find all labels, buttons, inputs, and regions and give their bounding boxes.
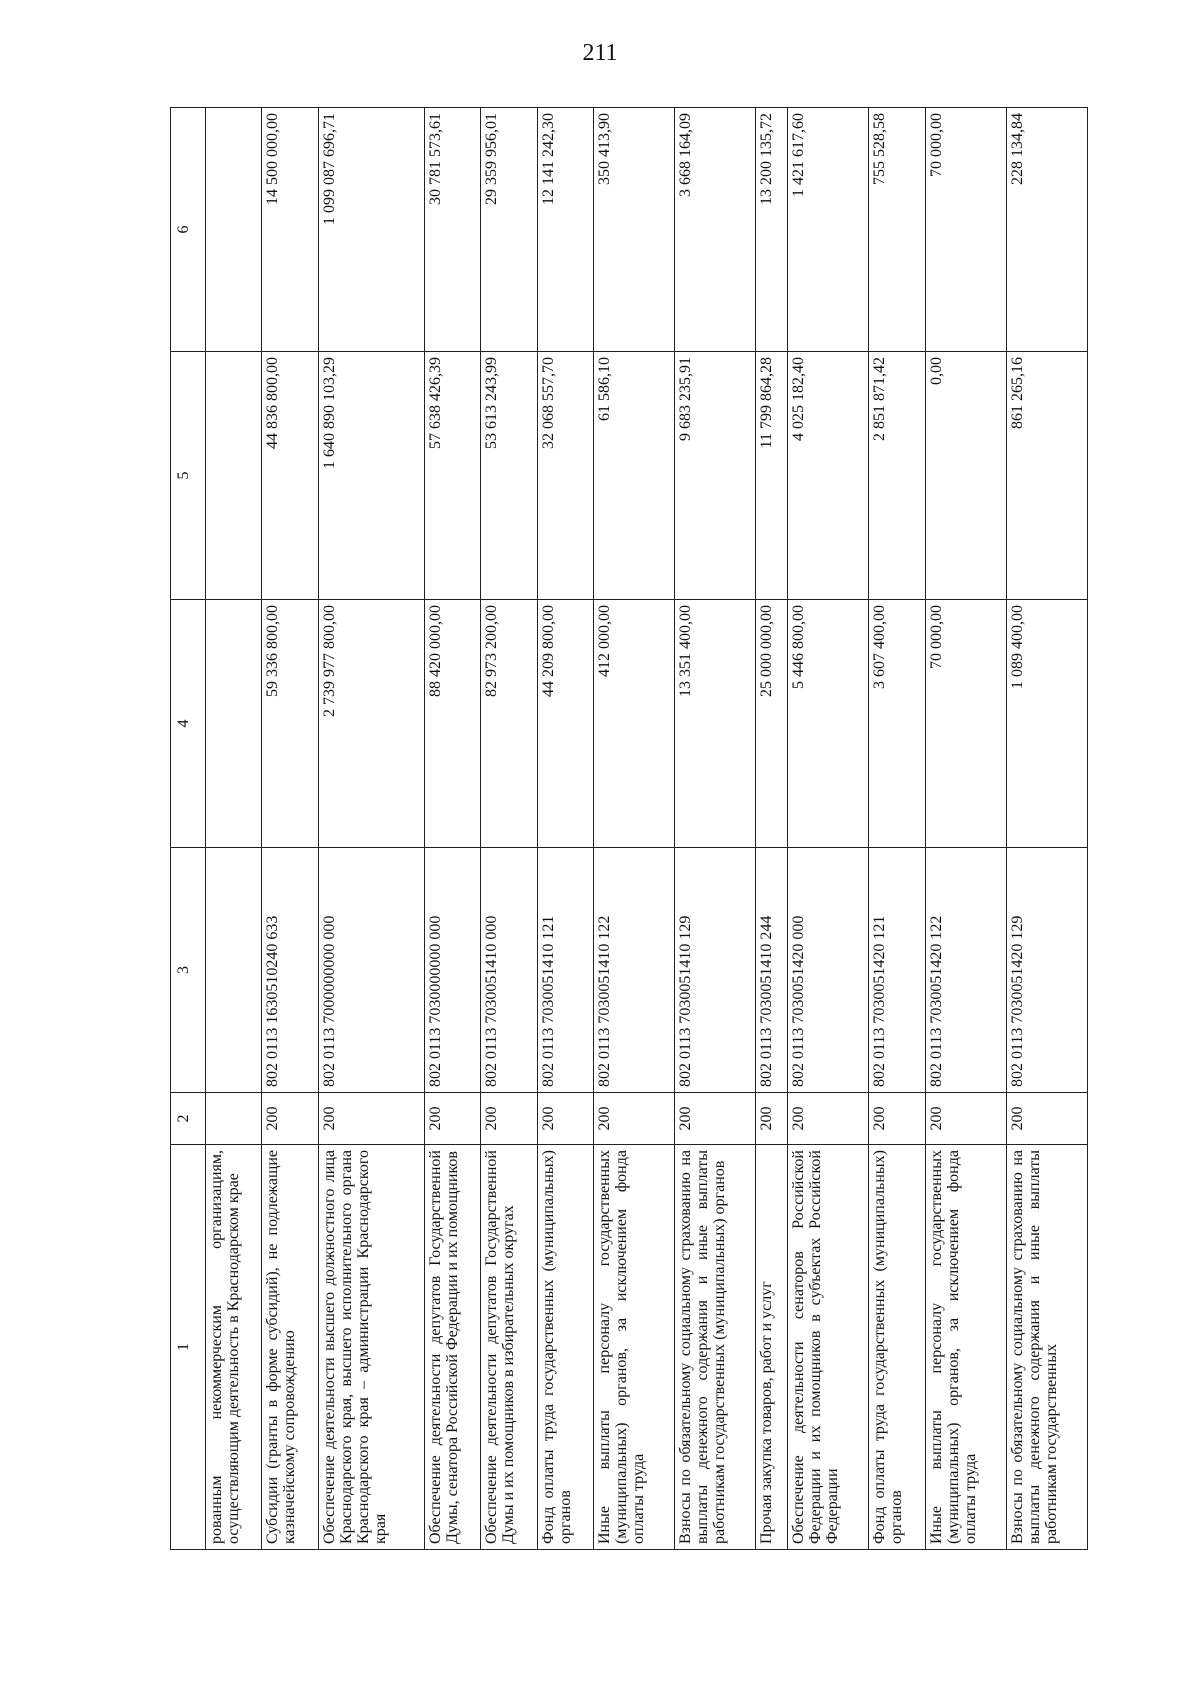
cell-code xyxy=(206,848,262,1093)
cell-v5: 1 640 890 103,29 xyxy=(318,352,424,600)
cell-c2: 200 xyxy=(925,1093,1006,1145)
budget-table xyxy=(170,107,1088,1550)
cell-name: рованным некоммерческим организациям, осуществляющим деятельность в Краснодарском крае xyxy=(206,1145,262,1550)
table-container xyxy=(170,108,1088,1550)
cell-name: Обеспечение деятельности депутатов Государственной Думы, сенатора Российской Федерации и их помощников xyxy=(424,1145,480,1550)
table-row xyxy=(675,108,756,1550)
cell-c2: 200 xyxy=(1006,1093,1087,1145)
cell-name: Взносы по обязательному социальному страхованию на выплаты денежного содержания и иные выплаты работникам государственных (муниципальных) органов xyxy=(675,1145,756,1550)
cell-v6: 29 359 956,01 xyxy=(481,108,537,352)
cell-v4: 5 446 800,00 xyxy=(788,600,869,848)
cell-v6: 13 200 135,72 xyxy=(756,108,788,352)
table-row xyxy=(481,108,537,1550)
cell-v5: 9 683 235,91 xyxy=(675,352,756,600)
cell-c2: 200 xyxy=(481,1093,537,1145)
table-row xyxy=(756,108,788,1550)
cell-name: Фонд оплаты труда государственных (муниципальных) органов xyxy=(537,1145,593,1550)
cell-v4 xyxy=(206,600,262,848)
cell-v4: 1 089 400,00 xyxy=(1006,600,1087,848)
table-body xyxy=(206,108,1088,1550)
cell-v6: 30 781 573,61 xyxy=(424,108,480,352)
cell-v4: 88 420 000,00 xyxy=(424,600,480,848)
cell-code: 802 0113 7030051420 000 xyxy=(788,848,869,1093)
cell-code: 802 0113 7030000000 000 xyxy=(424,848,480,1093)
cell-v6: 228 134,84 xyxy=(1006,108,1087,352)
header-cell: 1 xyxy=(171,1145,206,1550)
cell-v4: 82 973 200,00 xyxy=(481,600,537,848)
header-cell: 2 xyxy=(171,1093,206,1145)
table-row xyxy=(424,108,480,1550)
header-cell: 4 xyxy=(171,600,206,848)
cell-v5: 2 851 871,42 xyxy=(869,352,925,600)
cell-v5: 61 586,10 xyxy=(594,352,675,600)
table-row xyxy=(1006,108,1087,1550)
table-row xyxy=(594,108,675,1550)
table-row xyxy=(318,108,424,1550)
table-row xyxy=(925,108,1006,1550)
header-row xyxy=(171,108,206,1550)
header-cell: 6 xyxy=(171,108,206,352)
cell-code: 802 0113 7030051410 121 xyxy=(537,848,593,1093)
cell-v6: 350 413,90 xyxy=(594,108,675,352)
cell-c2: 200 xyxy=(869,1093,925,1145)
cell-v5 xyxy=(206,352,262,600)
cell-v5: 4 025 182,40 xyxy=(788,352,869,600)
cell-v4: 25 000 000,00 xyxy=(756,600,788,848)
cell-v6: 14 500 000,00 xyxy=(262,108,318,352)
cell-v5: 53 613 243,99 xyxy=(481,352,537,600)
cell-v6: 755 528,58 xyxy=(869,108,925,352)
cell-v4: 59 336 800,00 xyxy=(262,600,318,848)
cell-code: 802 0113 7030051410 000 xyxy=(481,848,537,1093)
cell-c2: 200 xyxy=(788,1093,869,1145)
cell-v5: 11 799 864,28 xyxy=(756,352,788,600)
cell-v6: 1 099 087 696,71 xyxy=(318,108,424,352)
table-row xyxy=(537,108,593,1550)
cell-code: 802 0113 7030051410 129 xyxy=(675,848,756,1093)
cell-v4: 412 000,00 xyxy=(594,600,675,848)
cell-name: Взносы по обязательному социальному страхованию на выплаты денежного содержания и иные выплаты работникам государственных xyxy=(1006,1145,1087,1550)
cell-name: Фонд оплаты труда государственных (муниципальных) органов xyxy=(869,1145,925,1550)
cell-name: Обеспечение деятельности сенаторов Российской Федерации и их помощников в субъектах Российской Федерации xyxy=(788,1145,869,1550)
cell-c2: 200 xyxy=(318,1093,424,1145)
cell-c2: 200 xyxy=(424,1093,480,1145)
cell-code: 802 0113 1630510240 633 xyxy=(262,848,318,1093)
cell-v4: 44 209 800,00 xyxy=(537,600,593,848)
cell-name: Обеспечение деятельности депутатов Государственной Думы и их помощников в избирательных округах xyxy=(481,1145,537,1550)
cell-c2: 200 xyxy=(756,1093,788,1145)
header-cell: 5 xyxy=(171,352,206,600)
cell-v6 xyxy=(206,108,262,352)
cell-v5: 44 836 800,00 xyxy=(262,352,318,600)
rotated-table xyxy=(170,108,1088,1550)
cell-v6: 70 000,00 xyxy=(925,108,1006,352)
cell-v5: 57 638 426,39 xyxy=(424,352,480,600)
cell-v6: 1 421 617,60 xyxy=(788,108,869,352)
header-cell: 3 xyxy=(171,848,206,1093)
cell-name: Иные выплаты персоналу государственных (муниципальных) органов, за исключением фонда оплаты труда xyxy=(925,1145,1006,1550)
cell-c2: 200 xyxy=(262,1093,318,1145)
cell-v4: 3 607 400,00 xyxy=(869,600,925,848)
table-row xyxy=(788,108,869,1550)
cell-v4: 70 000,00 xyxy=(925,600,1006,848)
page-number: 211 xyxy=(582,40,618,66)
cell-v6: 3 668 164,09 xyxy=(675,108,756,352)
table-row xyxy=(206,108,262,1550)
cell-code: 802 0113 7030051420 129 xyxy=(1006,848,1087,1093)
cell-code: 802 0113 7000000000 000 xyxy=(318,848,424,1093)
cell-c2: 200 xyxy=(594,1093,675,1145)
cell-v5: 32 068 557,70 xyxy=(537,352,593,600)
cell-v6: 12 141 242,30 xyxy=(537,108,593,352)
cell-name: Субсидии (гранты в форме субсидий), не подлежащие казначейскому сопровождению xyxy=(262,1145,318,1550)
table-row xyxy=(869,108,925,1550)
cell-v4: 2 739 977 800,00 xyxy=(318,600,424,848)
cell-c2: 200 xyxy=(675,1093,756,1145)
cell-name: Обеспечение деятельности высшего должностного лица Краснодарского края, высшего исполнительного органа Краснодарского края – администрации Краснодарского края xyxy=(318,1145,424,1550)
cell-code: 802 0113 7030051420 121 xyxy=(869,848,925,1093)
cell-c2: 200 xyxy=(537,1093,593,1145)
cell-code: 802 0113 7030051410 244 xyxy=(756,848,788,1093)
cell-v4: 13 351 400,00 xyxy=(675,600,756,848)
cell-code: 802 0113 7030051420 122 xyxy=(925,848,1006,1093)
cell-c2 xyxy=(206,1093,262,1145)
cell-code: 802 0113 7030051410 122 xyxy=(594,848,675,1093)
table-row xyxy=(262,108,318,1550)
cell-name: Прочая закупка товаров, работ и услуг xyxy=(756,1145,788,1550)
cell-v5: 861 265,16 xyxy=(1006,352,1087,600)
cell-name: Иные выплаты персоналу государственных (муниципальных) органов, за исключением фонда оплаты труда xyxy=(594,1145,675,1550)
cell-v5: 0,00 xyxy=(925,352,1006,600)
